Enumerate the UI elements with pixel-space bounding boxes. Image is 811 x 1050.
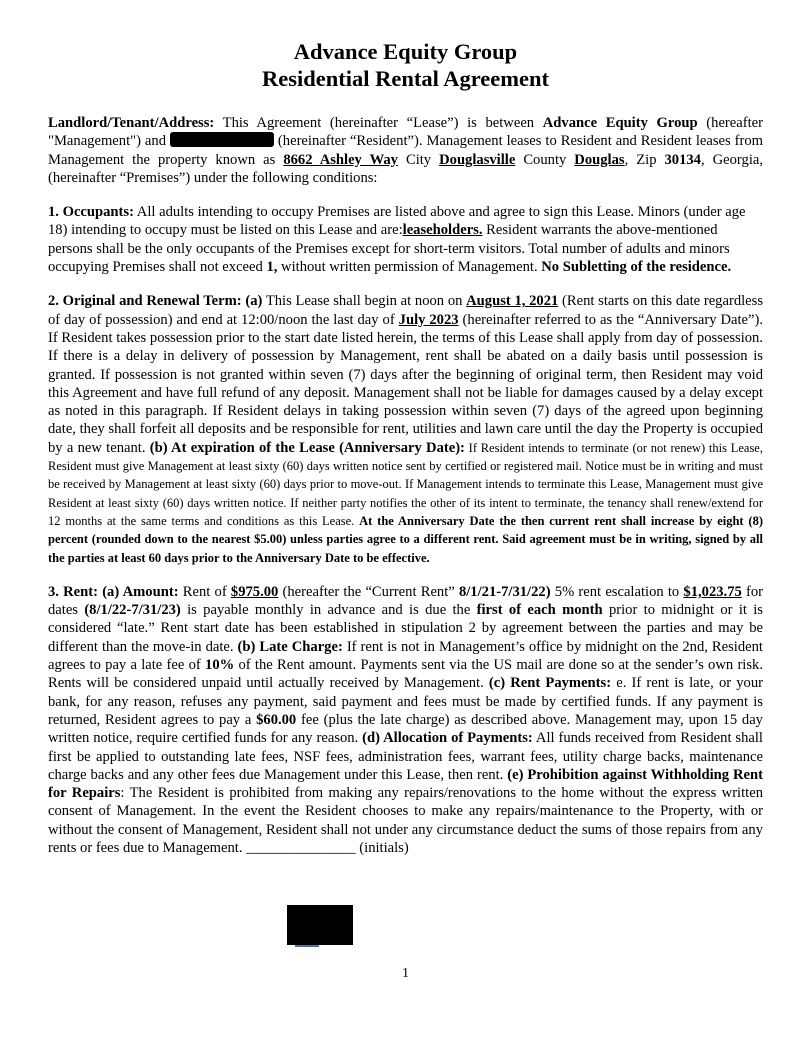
rent-text: e. If rent is late, or your bank, for any reason, refuses any payment, said payment and fees must be made by certified funds. If any payment is returned, Resident agrees to pay a xyxy=(48,675,763,728)
intro-text: (hereafter "Management") and xyxy=(48,115,763,150)
company-name: Advance Equity Group xyxy=(542,115,698,131)
max-occupants: 1, xyxy=(266,259,278,276)
term-b-text: If Resident intends to terminate (or not renew) this Lease, Resident must give Management at least sixty (60) days written notice sent by certified or registered mail. Notice must be in writing and must be received by Management at least sixty (60) days prior to move-out. If Management intends to terminate this Lease, Management must give Resident at least sixty (60) days written notice. If neither party notifies the other of its intent to terminate, the tenancy shall renew/extend for 12 months at the same terms and conditions as this Lease. xyxy=(48,440,763,528)
rent-text: If rent is not in Management’s office by midnight on the 2nd, Resident agrees to pay a late fee of xyxy=(48,638,763,674)
initials-label: (initials) xyxy=(355,839,409,856)
intro-text: , Georgia, (hereinafter “Premises”) under the following conditions: xyxy=(48,151,763,186)
rent-text: prior to midnight or it is considered “late.” Rent start date has been established in stipulation 2 by agreement between the parties and may be different than the move-in date. xyxy=(48,602,763,655)
lease-end-date: July 2023 xyxy=(398,311,459,328)
initials-field[interactable]: _______________ xyxy=(246,839,356,856)
rent-period-1: 8/1/21-7/31/22) xyxy=(458,583,551,600)
term-paragraph xyxy=(48,292,763,566)
intro-text: City xyxy=(397,151,440,168)
document-title-line2: Residential Rental Agreement xyxy=(261,66,550,91)
anniversary-increase-clause: At the Anniversary Date the then current rent shall increase by eight (8) percent (rounded down to the nearest $5.00) unless parties agree to a different rent. Said agreement must be in writing, signed by all the parties at least 60 days prior to the Anniversary Date to be effective. xyxy=(48,513,763,565)
rent-period-2: (8/1/22-7/31/23) xyxy=(84,602,181,619)
term-text: (Rent starts on this date regardless of day of possession) and end at 12:00/noon the last day of xyxy=(48,293,764,328)
occupants-text: All adults intending to occupy Premises are listed above and agree to sign this Lease. Minors (under age 18) intending to occupy must be listed on this Lease and are: xyxy=(48,204,746,239)
term-text: This Lease shall begin at noon on xyxy=(262,293,467,310)
occupants-paragraph xyxy=(48,203,763,276)
lease-start-date: August 1, 2021 xyxy=(466,293,559,310)
term-b-label: (b) At expiration of the Lease (Anniversary Date): xyxy=(149,439,465,456)
rent-text: All funds received from Resident shall first be applied to outstanding late fees, NSF fees, administration fees, warrant fees, utility charge backs, maintenance charge backs and any other fees due Management under this Lease, then rent. xyxy=(48,730,763,783)
intro-label: Landlord/Tenant/Address: xyxy=(48,115,215,131)
intro-text: (hereinafter “Resident”). Management leases to Resident and Resident leases from Management the property known as xyxy=(48,133,763,168)
minors-value: leaseholders. xyxy=(402,222,483,239)
property-address: 8662 Ashley Way xyxy=(283,151,398,168)
redacted-initials xyxy=(287,905,353,945)
term-text: (hereinafter referred to as the “Anniversary Date”). If Resident takes possession prior to the start date listed herein, the terms of this Lease shall apply from day of possession. If there is a delay in delivery of possession by Management, rent shall be abated on a daily basis until possession is granted. If possession is not granted within seven (7) days after the beginning of original term, then Resident may void this Agreement and have full refund of any deposit. Management shall not be liable for damages caused by a delay except as noted in this paragraph. If Resident delays in taking possession within seven (7) days of the agreed upon beginning date, they shall forfeit all deposits and be responsible for rent, utilities and lawn care until the day the Property is occupied by a new tenant. xyxy=(48,311,763,456)
rent-text: of the Rent amount. Payments sent via the US mail are done so at the sender’s own risk. Rents will be considered unpaid until actually received by Management. xyxy=(48,657,763,692)
rent-text: fee (plus the late charge) as described above. Management may, upon 15 day written notice, require certified funds for any reason. xyxy=(48,711,763,747)
intro-text: , Zip xyxy=(624,151,665,168)
intro-text: County xyxy=(515,151,575,168)
rent-label: 3. Rent: (a) Amount: xyxy=(48,583,179,600)
property-zip: 30134 xyxy=(664,151,701,168)
property-city: Douglasville xyxy=(439,151,516,168)
occupants-label: 1. Occupants: xyxy=(48,204,134,221)
late-charge-label: (b) Late Charge: xyxy=(237,638,343,655)
rent-text: for dates xyxy=(48,583,764,619)
redacted-resident-name xyxy=(170,132,274,147)
rent-paragraph xyxy=(48,583,763,857)
intro-paragraph xyxy=(48,114,763,187)
document-title-line1: Advance Equity Group xyxy=(293,39,518,64)
rent-amount-2: $1,023.75 xyxy=(683,583,742,600)
rent-text: 5% rent escalation to xyxy=(550,583,684,600)
rent-text: : The Resident is prohibited from making any repairs/renovations to the home without the express written consent of Management. In the event the Resident chooses to make any repairs/maintenance to the Property, with or without the consent of Management, Resident shall not under any circumstance deduct the sums of those repairs from any rents or fees due to Management. xyxy=(48,785,763,856)
rent-amount: $975.00 xyxy=(230,583,279,600)
term-label: 2. Original and Renewal Term: (a) xyxy=(48,293,263,310)
property-county: Douglas xyxy=(574,151,625,168)
occupants-text: Resident warrants the above-mentioned persons shall be the only occupants of the Premises except for short-term visitors. Total number of adults and minors occupying Premises shall not exceed xyxy=(48,222,730,276)
rent-text: is payable monthly in advance and is due the xyxy=(180,602,477,619)
rent-payments-label: (c) Rent Payments: xyxy=(488,675,612,692)
rent-text: Rent of xyxy=(178,583,231,600)
rent-text: (hereafter the “Current Rent” xyxy=(278,583,459,600)
initials-underline xyxy=(295,945,319,947)
page-number: 1 xyxy=(402,966,409,981)
occupants-text: without written permission of Management. xyxy=(277,259,542,276)
allocation-label: (d) Allocation of Payments: xyxy=(362,730,533,747)
returned-payment-fee: $60.00 xyxy=(256,711,297,728)
late-fee-percent: 10% xyxy=(205,657,235,674)
lease-page xyxy=(48,38,763,857)
intro-text: This Agreement (hereinafter “Lease”) is between xyxy=(214,115,543,131)
withholding-label: (e) Prohibition against Withholding Rent for Repairs xyxy=(48,766,763,802)
rent-due-date: first of each month xyxy=(476,602,603,619)
no-subletting: No Subletting of the residence. xyxy=(541,259,732,276)
